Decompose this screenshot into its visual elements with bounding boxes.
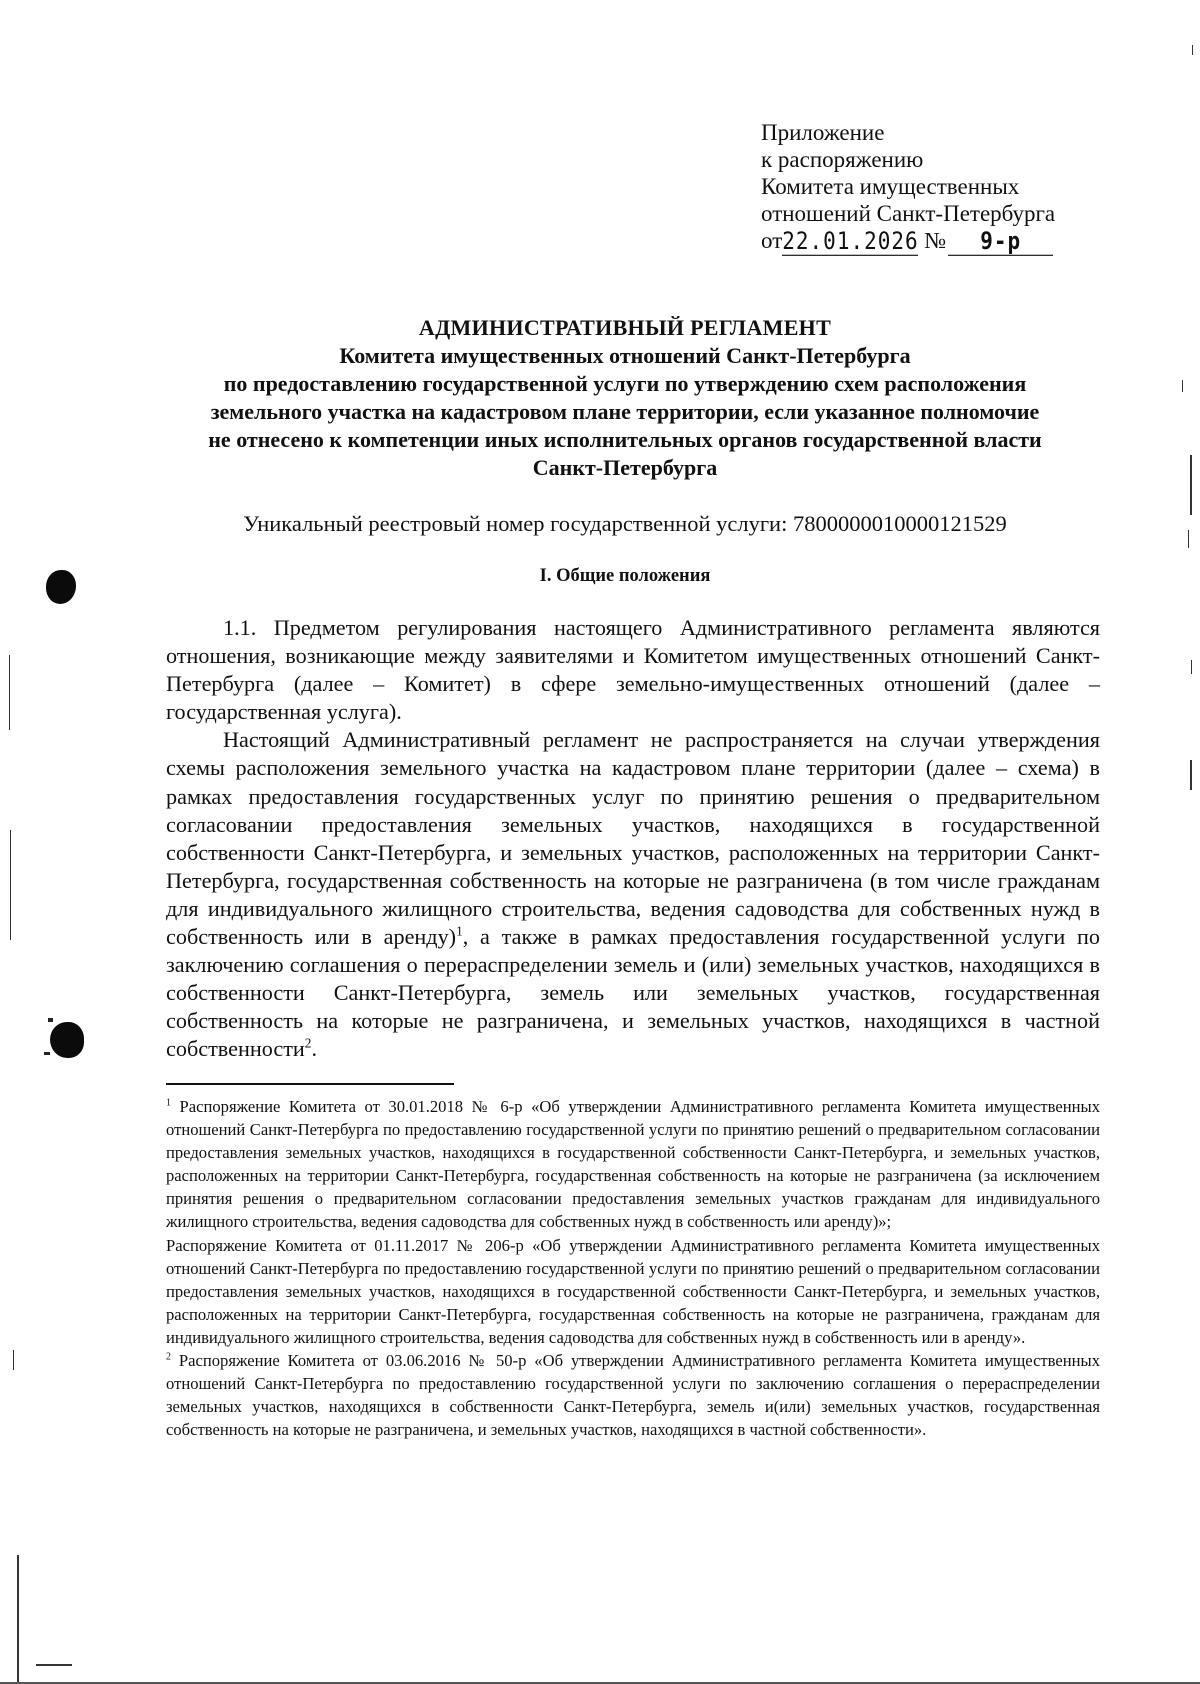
scan-edge-mark [9,655,10,730]
paragraph-1: 1.1. Предметом регулирования настоящего Административного регламента являются отношения, возникающие между заявителями и Комитетом имущественных отношений Санкт-Петербурга (далее – Комитет) в сфере земельно-имущественных отношений (далее – государственная услуга). [166,615,1100,725]
appendix-line-3: Комитета имущественных [761,174,1020,199]
document-title [150,314,1100,482]
footnote-1b: Распоряжение Комитета от 01.11.2017 № 206-р «Об утверждении Административного регламента Комитета имущественных отношений Санкт-Петербурга по предоставлению государственной услуги по принятию решений о предварительном согласовании предоставления земельных участков, находящихся в государственной собственности Санкт-Петербурга, и земельных участков, расположенных на территории Санкт-Петербурга, государственная собственность на которые не разграничена, гражданам для индивидуального жилищного строительства, ведения садоводства для собственных нужд в собственность или в аренду». [166,1235,1100,1347]
scan-edge-mark [1191,660,1192,674]
scan-speck [48,1018,53,1022]
paragraph-2-part-2: , а также в рамках предоставления государственной услуги по заключению соглашения о перераспределении земель и (или) земельных участков, находящихся в собственности Санкт-Петербурга, земель или земельных участков, государственная собственность на которые не разграничена, и земельных участков, находящихся в частной собственности [166,924,1100,1062]
date-prefix: от [761,228,783,253]
footnote-2 [166,1349,1100,1441]
scan-edge-mark [1188,530,1189,548]
footnote-ref-2[interactable]: 2 [304,1036,312,1052]
footnote-2-text: Распоряжение Комитета от 03.06.2016 № 50-р «Об утверждении Административного регламента Комитета имущественных отношений Санкт-Петербурга по предоставлению государственной услуги по заключению соглашения о перераспределении земельных участков, находящихся в собственности Санкт-Петербурга, земель и(или) земельных участков, государственная собственность на которые не разграничена, и земельных участков, находящихся в частной собственности». [166,1351,1100,1440]
scan-edge-mark [13,1350,14,1370]
footnotes [166,1095,1100,1441]
scan-edge-mark [36,1664,72,1666]
title-line-6: Санкт-Петербурга [532,455,718,480]
appendix-reference [761,227,1141,254]
section-heading: I. Общие положения [539,566,711,586]
scan-edge-mark [10,830,11,940]
footnote-1-mark: 1 [166,1097,171,1109]
footnote-1-text: Распоряжение Комитета от 30.01.2018 № 6-р «Об утверждении Административного регламента Комитета имущественных отношений Санкт-Петербурга по предоставлению государственной услуги по принятию решений о предварительном согласовании предоставления земельных участков, находящихся в государственной собственности Санкт-Петербурга, и земельных участков, расположенных на территории Санкт-Петербурга, государственная собственность на которые не разграничена (за исключением принятия решения о предварительном согласовании предоставления земельных участков гражданам для индивидуального жилищного строительства, ведения садоводства для собственных нужд в собственность или аренду)»; [166,1097,1100,1232]
scan-edge-mark [1190,455,1192,515]
scan-edge-mark [1182,380,1183,392]
title-line-2: Комитета имущественных отношений Санкт-Петербурга [339,343,911,368]
registry-number: Уникальный реестровый номер государственной услуги: 7800000010000121529 [243,511,1007,536]
footnote-separator [166,1083,454,1085]
title-line-3: по предоставлению государственной услуги по утверждению схем расположения [223,371,1027,396]
scan-edge-mark [1192,45,1193,55]
appendix-line-1: Приложение [761,120,885,145]
handwritten-number: 9-р [948,227,1053,256]
footnote-1 [166,1095,1100,1234]
punch-hole [46,570,76,604]
appendix-block [761,119,1141,254]
title-line-1: АДМИНИСТРАТИВНЫЙ РЕГЛАМЕНТ [418,315,832,340]
footnote-2-mark: 2 [166,1351,171,1363]
scan-speck [44,1052,50,1055]
title-line-4: земельного участка на кадастровом плане территории, если указанное полномочие [210,399,1040,424]
scan-edge-mark [1190,760,1192,790]
scan-edge-mark [17,1555,19,1684]
punch-hole [50,1022,84,1058]
paragraph-2 [166,726,1100,1063]
body-text [166,614,1100,1064]
number-sign: № [924,228,947,253]
appendix-line-4: отношений Санкт-Петербурга [761,201,1056,226]
footnote-ref-1[interactable]: 1 [456,923,463,939]
title-line-5: не отнесено к компетенции иных исполнительных органов государственной власти [208,427,1042,452]
handwritten-date: 22.01.2026 [782,227,919,255]
appendix-line-2: к распоряжению [761,147,924,172]
paragraph-2-part-1: Настоящий Административный регламент не распространяется на случаи утверждения схемы расположения земельного участка на кадастровом плане территории (далее – схема) в рамках предоставления государственных услуг по принятию решения о предварительном согласовании предоставления земельных участков, находящихся в государственной собственности Санкт-Петербурга, и земельных участков, расположенных на территории Санкт-Петербурга, государственная собственность на которые не разграничена (в том числе гражданам для индивидуального жилищного строительства, ведения садоводства для собственных нужд в собственность или в аренду) [166,727,1100,950]
paragraph-2-end: . [311,1036,317,1062]
